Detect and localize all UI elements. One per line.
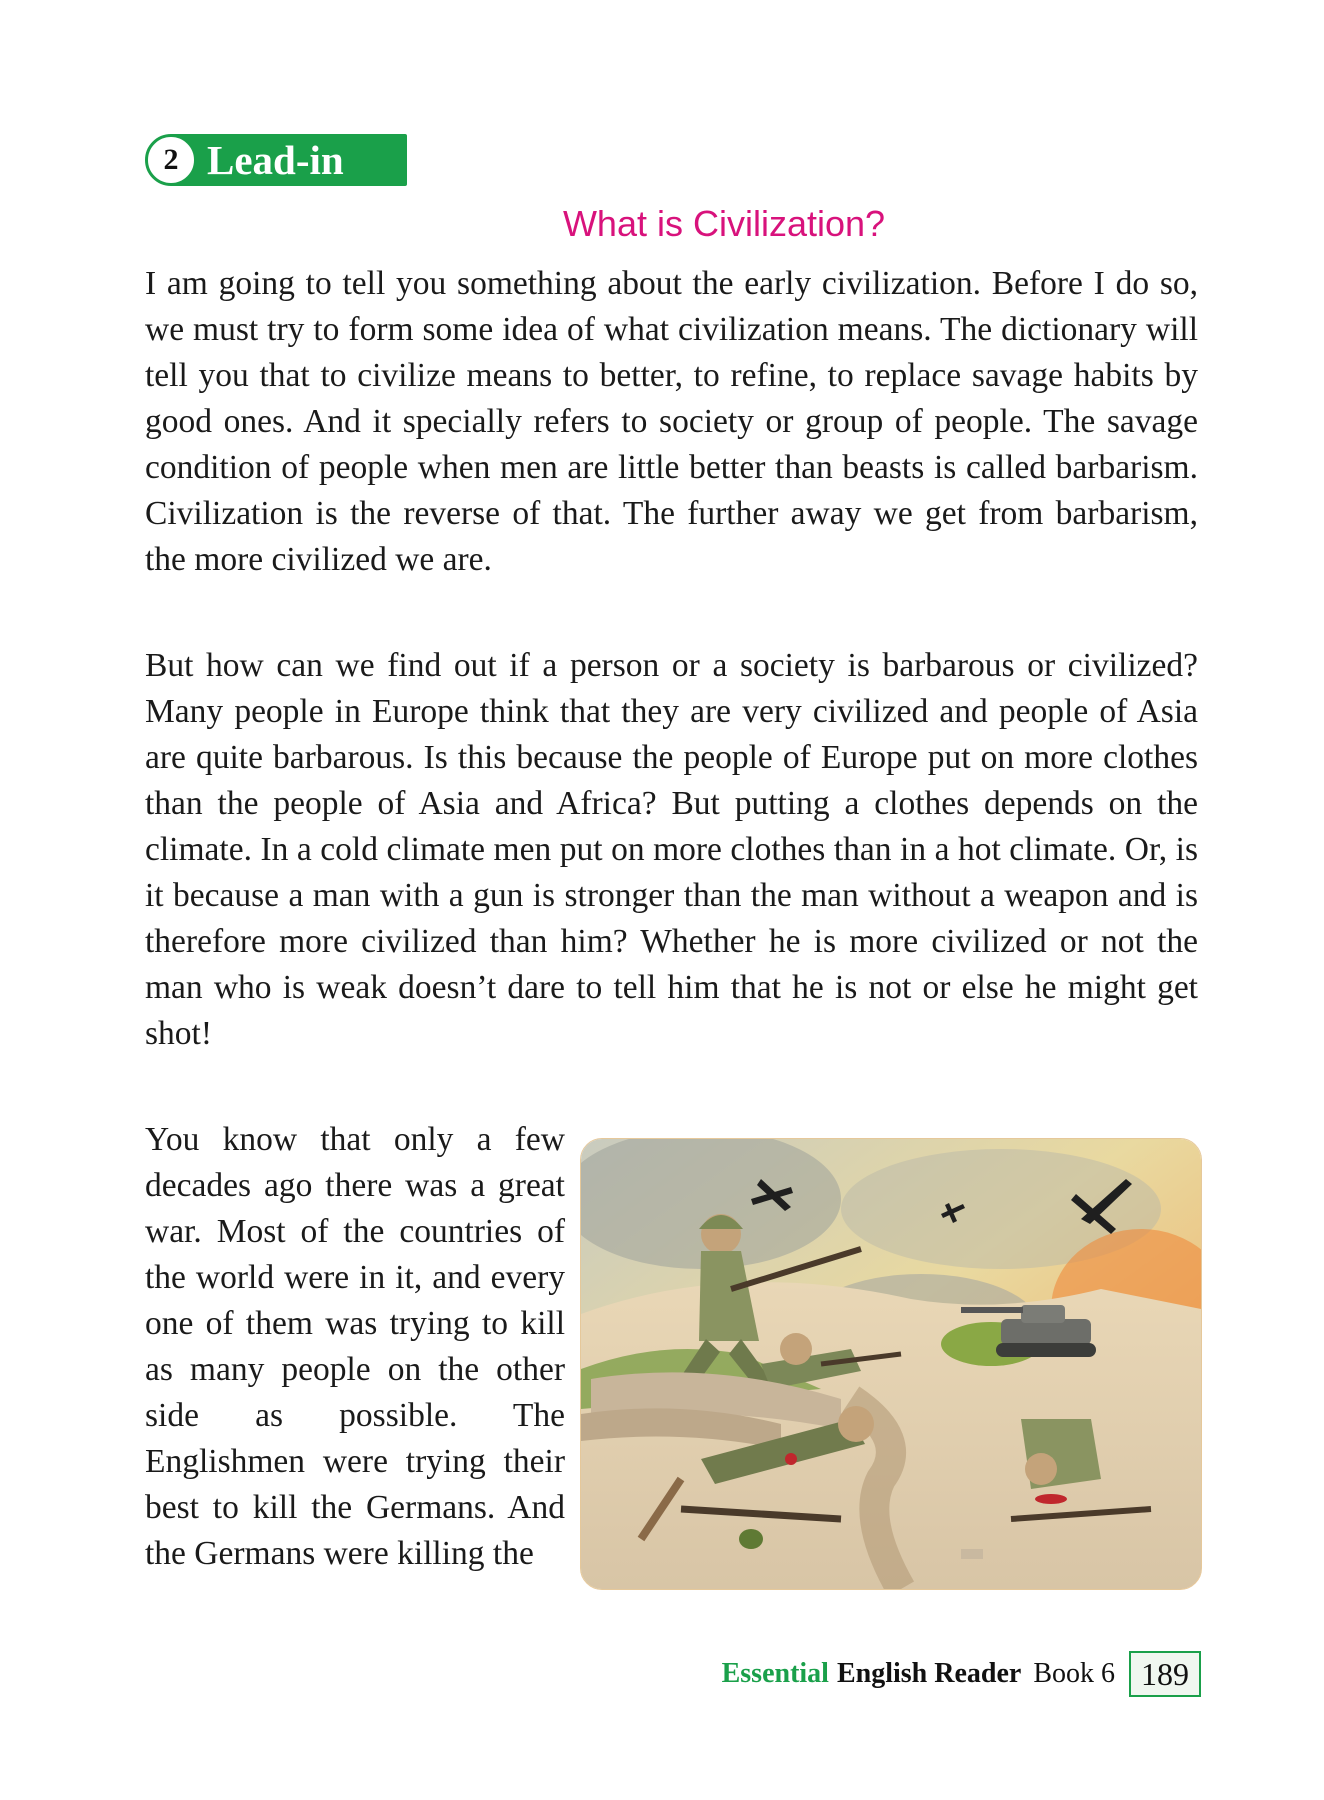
section-badge xyxy=(145,134,407,186)
footer-brand: Essential xyxy=(721,1658,829,1689)
paragraph-2: But how can we find out if a person or a society is barbarous or civilized? Many people in Europe think that they are very civilized and people of Asia are quite barbarous. Is this because the people of Europe put on more clothes than the people of Asia and Africa? But putting a clothes depends on the climate. In a cold climate men put on more clothes than in a hot climate. Or, is it because a man with a gun is stronger than the man without a weapon and is therefore more civilized than him? Whether he is more civilized or not the man who is weak doesn’t dare to tell him that he is not or else he might get shot! xyxy=(145,647,1198,1052)
war-illustration xyxy=(580,1138,1202,1590)
section-title: Lead-in xyxy=(171,134,407,186)
page-heading: What is Civilization? xyxy=(562,203,886,244)
page-number: 189 xyxy=(1129,1651,1201,1697)
page-footer xyxy=(722,1650,1201,1698)
section-number: 2 xyxy=(145,134,197,186)
footer-book: Book 6 xyxy=(1033,1658,1115,1689)
footer-series: English Reader xyxy=(836,1658,1022,1689)
paragraph-3: You know that only a few decades ago there was a great war. Most of the countries of the world were in it, and every one of them was trying to kill as many people on the other side as possible. The Englishmen were trying their best to kill the Germans. And the Germans were killing the xyxy=(145,1121,565,1572)
war-scene-image xyxy=(581,1139,1201,1589)
paragraph-1: I am going to tell you something about the early civilization. Before I do so, we must try to form some idea of what civilization means. The dictionary will tell you that to civilize means to better, to refine, to replace savage habits by good ones. And it specially refers to society or group of people. The savage condition of people when men are little better than beasts is called barbarism. Civilization is the reverse of that. The further away we get from barbarism, the more civilized we are. xyxy=(145,265,1198,578)
